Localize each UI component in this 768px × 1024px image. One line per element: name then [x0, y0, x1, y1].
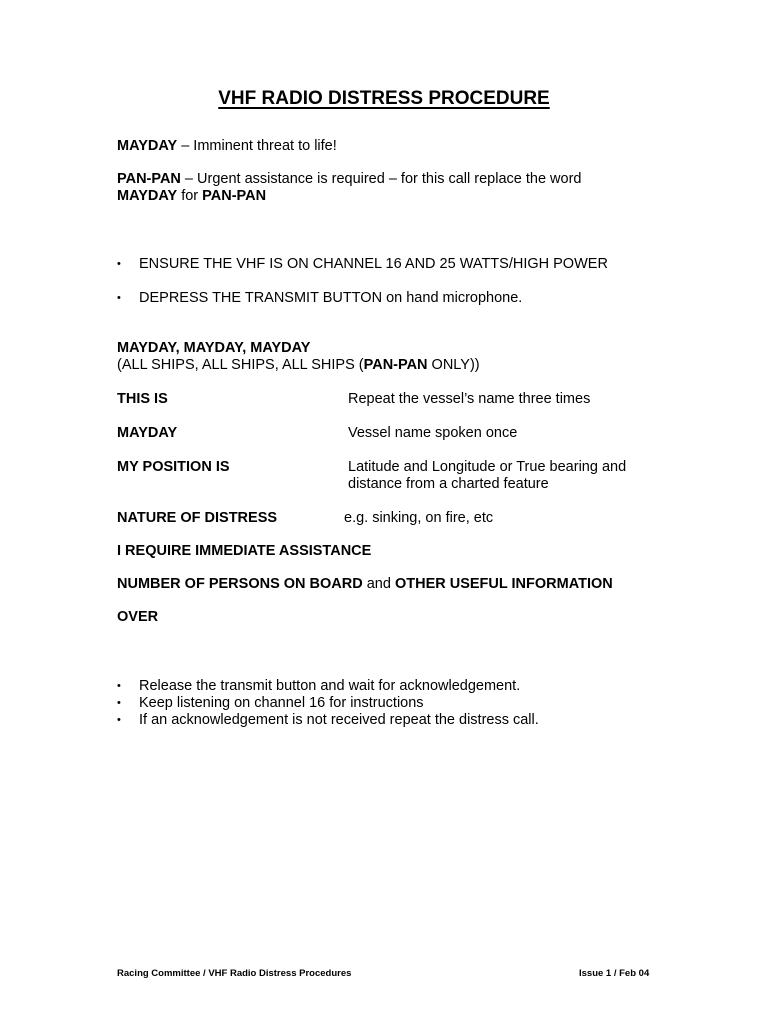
row-label-text: THIS IS: [117, 391, 168, 407]
row-label-position: [117, 459, 230, 476]
over-text: OVER: [117, 609, 159, 625]
row-label-text: MAYDAY: [117, 425, 178, 441]
row-label-nature: [117, 510, 277, 527]
row-label-text: MY POSITION IS: [117, 459, 230, 475]
list-item-repeat-call: If an acknowledgement is not received repeat the distress call.: [139, 712, 539, 728]
mayday-call-line: [117, 340, 310, 357]
page-title: VHF RADIO DISTRESS PROCEDURE: [218, 88, 550, 109]
persons-part1: NUMBER OF PERSONS ON BOARD: [117, 576, 363, 592]
footer-left: Racing Committee / VHF Radio Distress Procedures: [117, 968, 352, 979]
footer-right: Issue 1 / Feb 04: [579, 968, 650, 979]
bullet-icon: •: [117, 258, 121, 270]
all-ships-post: ONLY)): [427, 357, 480, 373]
depress-rest: on hand microphone.: [382, 290, 523, 306]
panpan-text: – Urgent assistance is required – for this call replace the word: [180, 171, 582, 187]
mayday-call-text: MAYDAY, MAYDAY, MAYDAY: [117, 340, 311, 356]
panpan-line2-for: for: [177, 188, 203, 204]
require-text: I REQUIRE IMMEDIATE ASSISTANCE: [117, 543, 372, 559]
persons-on-board-line: [117, 576, 613, 593]
row-value-position: Latitude and Longitude or True bearing and: [348, 459, 627, 475]
bullet-icon: •: [117, 697, 121, 709]
depress-caps: DEPRESS THE TRANSMIT BUTTON: [139, 290, 383, 306]
persons-part2: OTHER USEFUL INFORMATION: [394, 576, 613, 592]
mayday-definition: [117, 138, 337, 155]
list-item-ensure-vhf: ENSURE THE VHF IS ON CHANNEL 16 AND 25 WATTS/HIGH POWER: [139, 256, 608, 272]
list-item-depress-transmit: [139, 290, 522, 307]
list-item-release: Release the transmit button and wait for acknowledgement.: [139, 678, 521, 694]
bullet-icon: •: [117, 292, 121, 304]
row-value-position-line2: distance from a charted feature: [348, 476, 549, 492]
bullet-icon: •: [117, 714, 121, 726]
panpan-definition-line2: [117, 188, 266, 205]
panpan-line2-term2: PAN-PAN: [202, 188, 267, 204]
panpan-line2-term1: MAYDAY: [117, 188, 178, 204]
require-assistance-line: [117, 543, 371, 560]
row-value-mayday: Vessel name spoken once: [348, 425, 518, 441]
list-item-keep-listening: Keep listening on channel 16 for instructions: [139, 695, 424, 711]
row-value-this-is: Repeat the vessel’s name three times: [348, 391, 591, 407]
row-label-text: NATURE OF DISTRESS: [117, 510, 278, 526]
mayday-term: MAYDAY: [117, 138, 178, 154]
all-ships-panpan: PAN-PAN: [363, 357, 428, 373]
all-ships-line: [117, 357, 480, 374]
over-line: [117, 609, 158, 626]
panpan-term: PAN-PAN: [117, 171, 181, 187]
panpan-definition: [117, 171, 581, 188]
mayday-text: – Imminent threat to life!: [177, 138, 337, 154]
bullet-icon: •: [117, 680, 121, 692]
all-ships-pre: (ALL SHIPS, ALL SHIPS, ALL SHIPS (: [117, 357, 364, 373]
persons-and: and: [362, 576, 395, 592]
row-label-this-is: [117, 391, 168, 408]
row-label-mayday: [117, 425, 177, 442]
row-value-nature: e.g. sinking, on fire, etc: [344, 510, 494, 526]
